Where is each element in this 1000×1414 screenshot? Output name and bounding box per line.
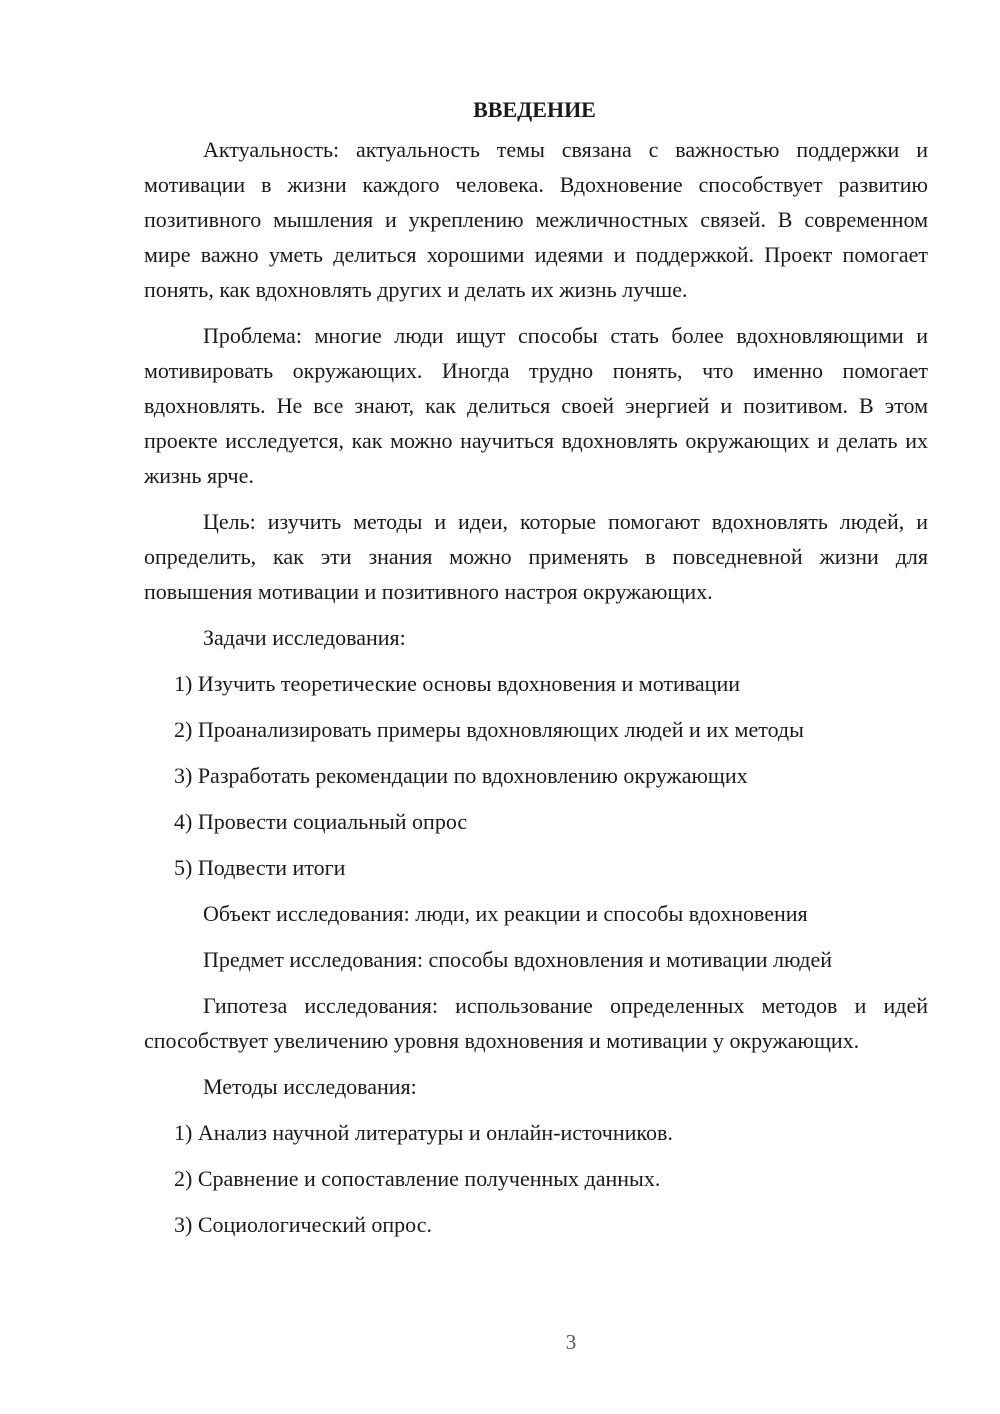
task-item: 2) Проанализировать примеры вдохновляющих людей и их методы bbox=[174, 717, 804, 742]
page-content bbox=[144, 92, 928, 1253]
subject-line: Предмет исследования: способы вдохновления и мотивации людей bbox=[203, 947, 833, 972]
hypothesis-paragraph: Гипотеза исследования: использование определенных методов и идей способствует увеличению уровня вдохновения и мотивации у окружающих. bbox=[144, 993, 928, 1053]
task-item: 5) Подвести итоги bbox=[174, 855, 346, 880]
page-title: ВВЕДЕНИЕ bbox=[473, 97, 596, 122]
task-item: 4) Провести социальный опрос bbox=[174, 809, 468, 834]
method-item: 3) Социологический опрос. bbox=[174, 1212, 432, 1237]
tasks-heading: Задачи исследования: bbox=[203, 625, 406, 650]
method-item: 2) Сравнение и сопоставление полученных данных. bbox=[174, 1166, 661, 1191]
methods-heading: Методы исследования: bbox=[203, 1074, 417, 1099]
task-item: 1) Изучить теоретические основы вдохновения и мотивации bbox=[174, 671, 741, 696]
problem-paragraph: Проблема: многие люди ищут способы стать более вдохновляющими и мотивировать окружающих. Иногда трудно понять, что именно помогает вдохновлять. Не все знают, как делиться своей энергией и позитивом. В этом проекте исследуется, как можно научиться вдохновлять окружающих и делать их жизнь ярче. bbox=[144, 323, 928, 488]
object-line: Объект исследования: люди, их реакции и способы вдохновения bbox=[203, 901, 808, 926]
page-number: 3 bbox=[565, 1330, 577, 1354]
task-item: 3) Разработать рекомендации по вдохновлению окружающих bbox=[174, 763, 748, 788]
method-item: 1) Анализ научной литературы и онлайн-источников. bbox=[174, 1120, 673, 1145]
relevance-paragraph: Актуальность: актуальность темы связана с важностью поддержки и мотивации в жизни каждого человека. Вдохновение способствует развитию позитивного мышления и укреплению межличностных связей. В современном мире важно уметь делиться хорошими идеями и поддержкой. Проект помогает понять, как вдохновлять других и делать их жизнь лучше. bbox=[144, 137, 928, 302]
goal-paragraph: Цель: изучить методы и идеи, которые помогают вдохновлять людей, и определить, как эти знания можно применять в повседневной жизни для повышения мотивации и позитивного настроя окружающих. bbox=[144, 509, 928, 604]
